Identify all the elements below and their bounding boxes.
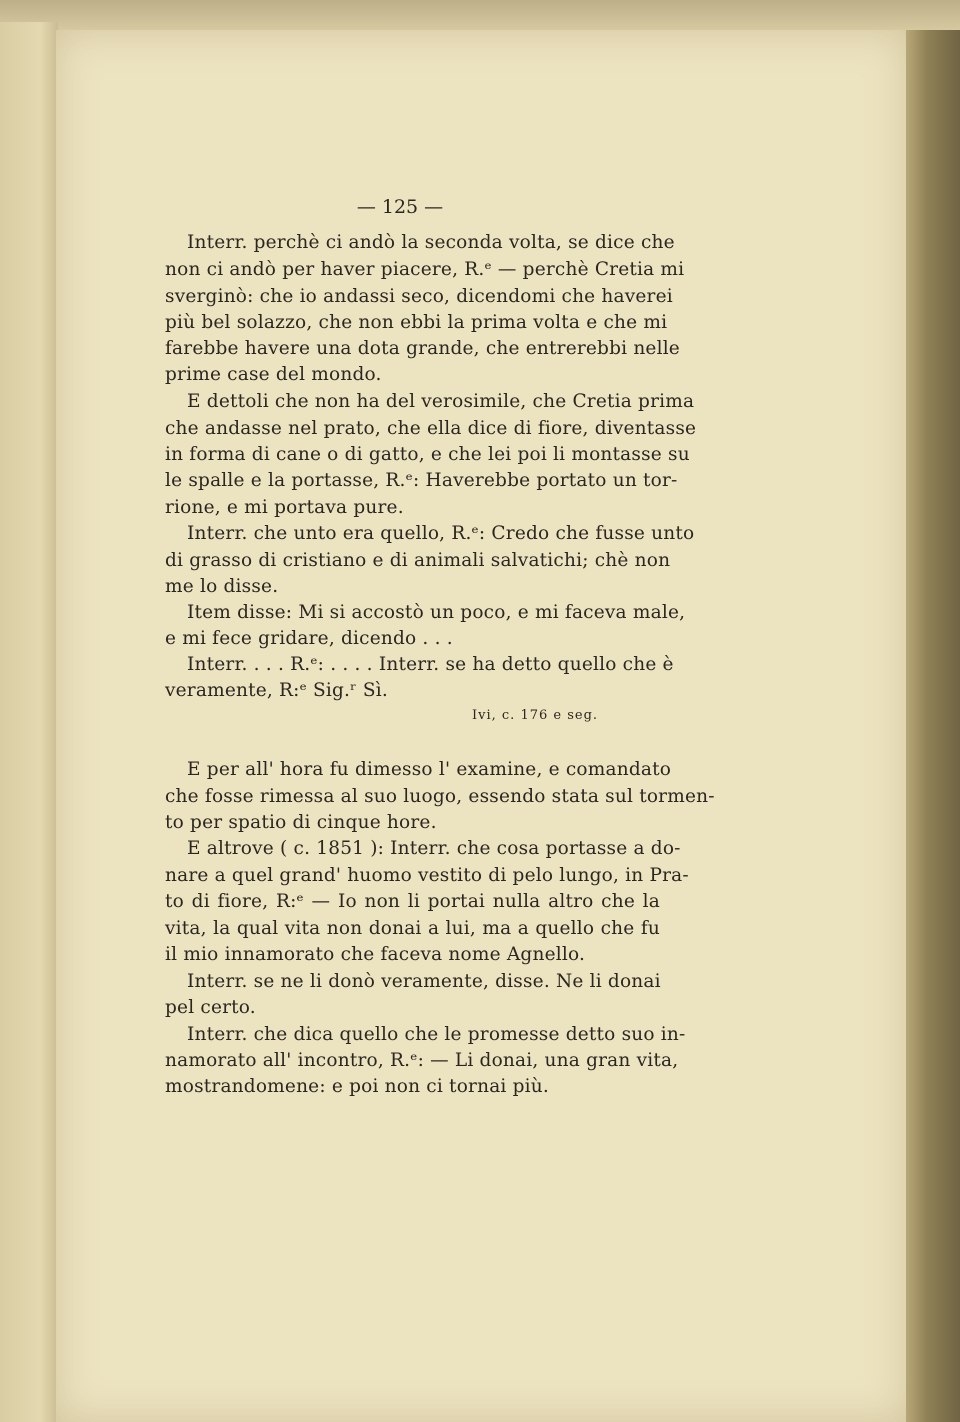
text-line: Interr. che dica quello che le promesse detto suo in- bbox=[187, 1024, 686, 1045]
text-line: vita, la qual vita non donai a lui, ma a quello che fu bbox=[165, 918, 660, 939]
text-line: to di fiore, R:ᵉ — Io non li portai nulla altro che la bbox=[165, 891, 660, 912]
text-line: mostrandomene: e poi non ci tornai più. bbox=[165, 1076, 549, 1097]
text-line: Interr. che unto era quello, R.ᵉ: Credo che fusse unto bbox=[187, 523, 695, 544]
text-line: farebbe havere una dota grande, che entrerebbi nelle bbox=[165, 338, 680, 359]
text-line: che fosse rimessa al suo luogo, essendo stata sul tormen- bbox=[165, 786, 715, 807]
text-line: le spalle e la portasse, R.ᵉ: Haverebbe portato un tor- bbox=[165, 470, 678, 491]
text-line: veramente, R:ᵉ Sig.ʳ Sì. bbox=[165, 680, 388, 701]
text-line: Interr. se ne li donò veramente, disse. Ne li donai bbox=[187, 971, 661, 992]
text-line: più bel solazzo, che non ebbi la prima volta e che mi bbox=[165, 312, 668, 333]
text-line: di grasso di cristiano e di animali salvatichi; chè non bbox=[165, 550, 671, 571]
text-line: nare a quel grand' huomo vestito di pelo lungo, in Pra- bbox=[165, 865, 689, 886]
text-line: il mio innamorato che faceva nome Agnello. bbox=[165, 944, 586, 965]
text-line: Item disse: Mi si accostò un poco, e mi faceva male, bbox=[187, 602, 686, 623]
text-line: pel certo. bbox=[165, 997, 256, 1018]
text-line: e mi fece gridare, dicendo . . . bbox=[165, 628, 453, 649]
text-line: me lo disse. bbox=[165, 576, 279, 597]
text-line: in forma di cane o di gatto, e che lei poi li montasse su bbox=[165, 444, 690, 465]
text-line: E per all' hora fu dimesso l' examine, e comandato bbox=[187, 759, 672, 780]
text-line: prime case del mondo. bbox=[165, 364, 382, 385]
text-line: che andasse nel prato, che ella dice di fiore, diventasse bbox=[165, 418, 697, 439]
text-line: rione, e mi portava pure. bbox=[165, 497, 404, 518]
text-line: sverginò: che io andassi seco, dicendomi che haverei bbox=[165, 286, 673, 307]
text-line: E altrove ( c. 1851 ): Interr. che cosa portasse a do- bbox=[187, 838, 681, 859]
text-line: Interr. . . . R.ᵉ: . . . . Interr. se ha detto quello che è bbox=[187, 654, 674, 675]
text-line: E dettoli che non ha del verosimile, che Cretia prima bbox=[187, 391, 695, 412]
text-line: namorato all' incontro, R.ᵉ: — Li donai, una gran vita, bbox=[165, 1050, 679, 1071]
text-line: Interr. perchè ci andò la seconda volta, se dice che bbox=[187, 232, 675, 253]
citation: Ivi, c. 176 e seg. bbox=[472, 708, 599, 723]
scan-top-edge bbox=[0, 0, 960, 30]
text-line: non ci andò per haver piacere, R.ᵉ — perchè Cretia mi bbox=[165, 259, 685, 280]
book-fore-edge bbox=[906, 30, 960, 1422]
page-number: — 125 — bbox=[356, 196, 444, 218]
facing-page-edge bbox=[0, 22, 58, 1422]
text-line: to per spatio di cinque hore. bbox=[165, 812, 437, 833]
